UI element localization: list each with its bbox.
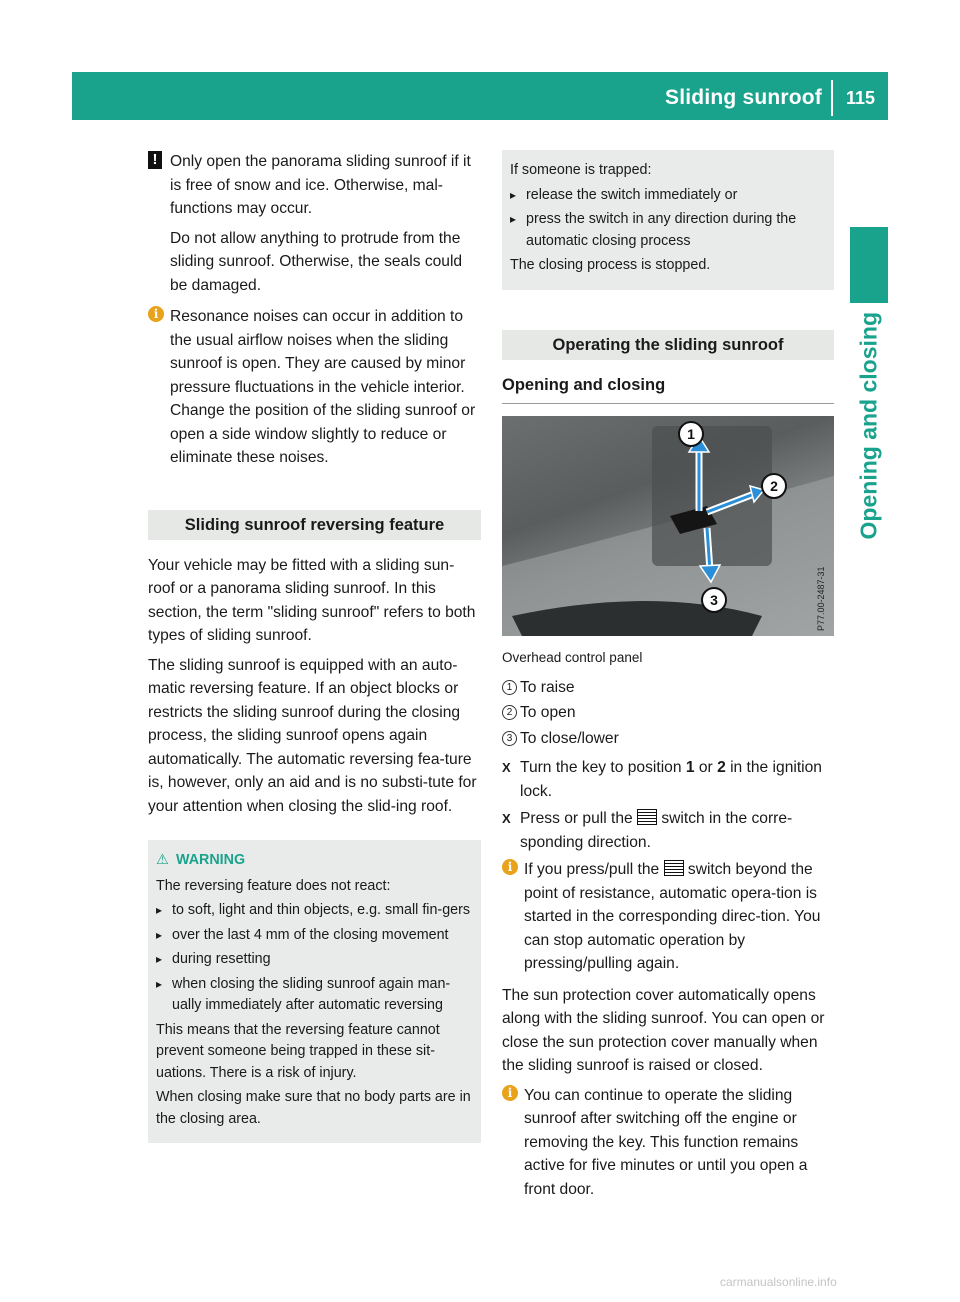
- sun-protection-paragraph: The sun protection cover automatically opens along with the sliding sunroof. You can open or close the sun protection cover manually when the sliding sunroof is raised or closed.: [502, 986, 825, 1074]
- legend-text: To open: [520, 704, 576, 721]
- step-text: Turn the key to position: [520, 759, 686, 776]
- subheading-opening-closing: Opening and closing: [502, 374, 834, 405]
- page-number: 115: [845, 88, 875, 108]
- list-item: ▸ press the switch in any direction during the automatic closing process: [510, 209, 826, 252]
- step-text: switch in the corre-sponding direction.: [520, 810, 793, 851]
- list-item: ▸ when closing the sliding sunroof again man-ually immediately after automatic reversing: [156, 974, 473, 1017]
- chapter-label: [850, 312, 888, 652]
- info-icon: i: [502, 859, 518, 875]
- info-note-text: Resonance noises can occur in addition to the usual airflow noises when the sliding sunroof is open. They are caused by minor pressure fluctuations in the vehicle interior. Change the position of the sliding sunroof or open a side window slightly to reduce or eliminate these noises.: [170, 308, 476, 466]
- chapter-label-text: Opening and closing: [855, 312, 882, 540]
- section-heading-operating: Operating the sliding sunroof: [502, 330, 834, 360]
- position-1: 1: [685, 759, 695, 776]
- overhead-panel-illustration: [502, 416, 834, 636]
- switch-icon: [637, 809, 657, 825]
- info-icon: i: [148, 306, 164, 322]
- legend-number: 3: [502, 731, 517, 746]
- figure-caption: Overhead control panel: [502, 650, 643, 665]
- warning-para-2: When closing make sure that no body parts are in the closing area.: [156, 1089, 471, 1127]
- callout-2: 2: [770, 478, 778, 494]
- left-column: [148, 150, 481, 1143]
- page-title: Sliding sunroof: [665, 86, 822, 109]
- section-heading-reversing: Sliding sunroof reversing feature: [148, 510, 481, 540]
- step-text: in the ignition lock.: [520, 759, 822, 800]
- header-divider: [831, 80, 833, 116]
- header-bar: [72, 72, 888, 120]
- info-icon: i: [502, 1085, 518, 1101]
- info-note-auto: [502, 858, 834, 976]
- switch-icon: [664, 860, 684, 876]
- warning-para-1: This means that the reversing feature cannot prevent someone being trapped in these sit-uations. There is a risk of injury.: [156, 1021, 440, 1081]
- warning-note-text: Only open the panorama sliding sunroof if it is free of snow and ice. Otherwise, mal-functions may occur.: [170, 153, 471, 217]
- callout-3: 3: [710, 592, 718, 608]
- trapped-box: [502, 150, 834, 290]
- warning-note-text-2: Do not allow anything to protrude from the sliding sunroof. Otherwise, the seals could be damaged.: [170, 229, 463, 294]
- figure-code: P77.00-2487-31: [816, 566, 826, 631]
- list-item: ▸ to soft, light and thin objects, e.g. small fin-gers: [156, 900, 473, 922]
- warning-note: [148, 150, 481, 297]
- warning-box: [148, 840, 481, 1143]
- exclamation-icon: !: [148, 151, 162, 169]
- info-text: switch beyond the point of resistance, automatic opera-tion is started in the corresponding direc-tion. You can stop automatic operation by pressing/pulling again.: [524, 861, 821, 972]
- trapped-intro: If someone is trapped:: [510, 162, 652, 178]
- list-item: ▸ during resetting: [156, 949, 473, 971]
- info-text: If you press/pull the: [524, 861, 664, 878]
- legend-item: [502, 727, 834, 751]
- reversing-paragraph-1: Your vehicle may be fitted with a sliding sun-roof or a panorama sliding sunroof. In this section, the term "sliding sunroof" refers to both types of sliding sunroof.: [148, 556, 476, 644]
- callout-1: 1: [687, 426, 695, 442]
- list-item: ▸ over the last 4 mm of the closing movement: [156, 925, 473, 947]
- legend-text: To raise: [520, 678, 575, 696]
- step-text: Press or pull the: [520, 810, 638, 827]
- step-press-switch: [502, 807, 834, 854]
- warning-title-text: WARNING: [176, 852, 246, 868]
- legend-number: 1: [502, 680, 517, 695]
- trapped-outro: The closing process is stopped.: [510, 257, 711, 273]
- step-turn-key: [502, 756, 834, 803]
- info-note-continue: [502, 1084, 834, 1202]
- watermark: carmanualsonline.info: [720, 1275, 837, 1289]
- warning-triangle-icon: ⚠: [156, 852, 169, 868]
- legend-item: [502, 676, 834, 700]
- chapter-tab: [850, 227, 888, 303]
- list-item: ▸ release the switch immediately or: [510, 185, 826, 207]
- legend-item: [502, 701, 834, 725]
- info-note: [148, 305, 481, 470]
- legend-text: To close/lower: [520, 729, 619, 747]
- info-note-text: You can continue to operate the sliding sunroof after switching off the engine or removing the key. This function remains active for five minutes or until you open a front door.: [524, 1086, 808, 1198]
- position-2: 2: [717, 759, 726, 776]
- right-column: [502, 150, 834, 1209]
- warning-title: [156, 850, 473, 872]
- legend-number: 2: [502, 705, 517, 720]
- reversing-paragraph-2: The sliding sunroof is equipped with an auto-matic reversing feature. If an object blocks or restricts the sliding sunroof during the closing process, the sliding sunroof opens again automatically. The automatic reversing fea-ture is, however, only an aid and is no substi-tute for your attention when closing the slid-ing roof.: [148, 656, 477, 815]
- overhead-panel-photo: [502, 416, 834, 636]
- step-text: or: [694, 759, 718, 776]
- warning-intro: The reversing feature does not react:: [156, 877, 391, 894]
